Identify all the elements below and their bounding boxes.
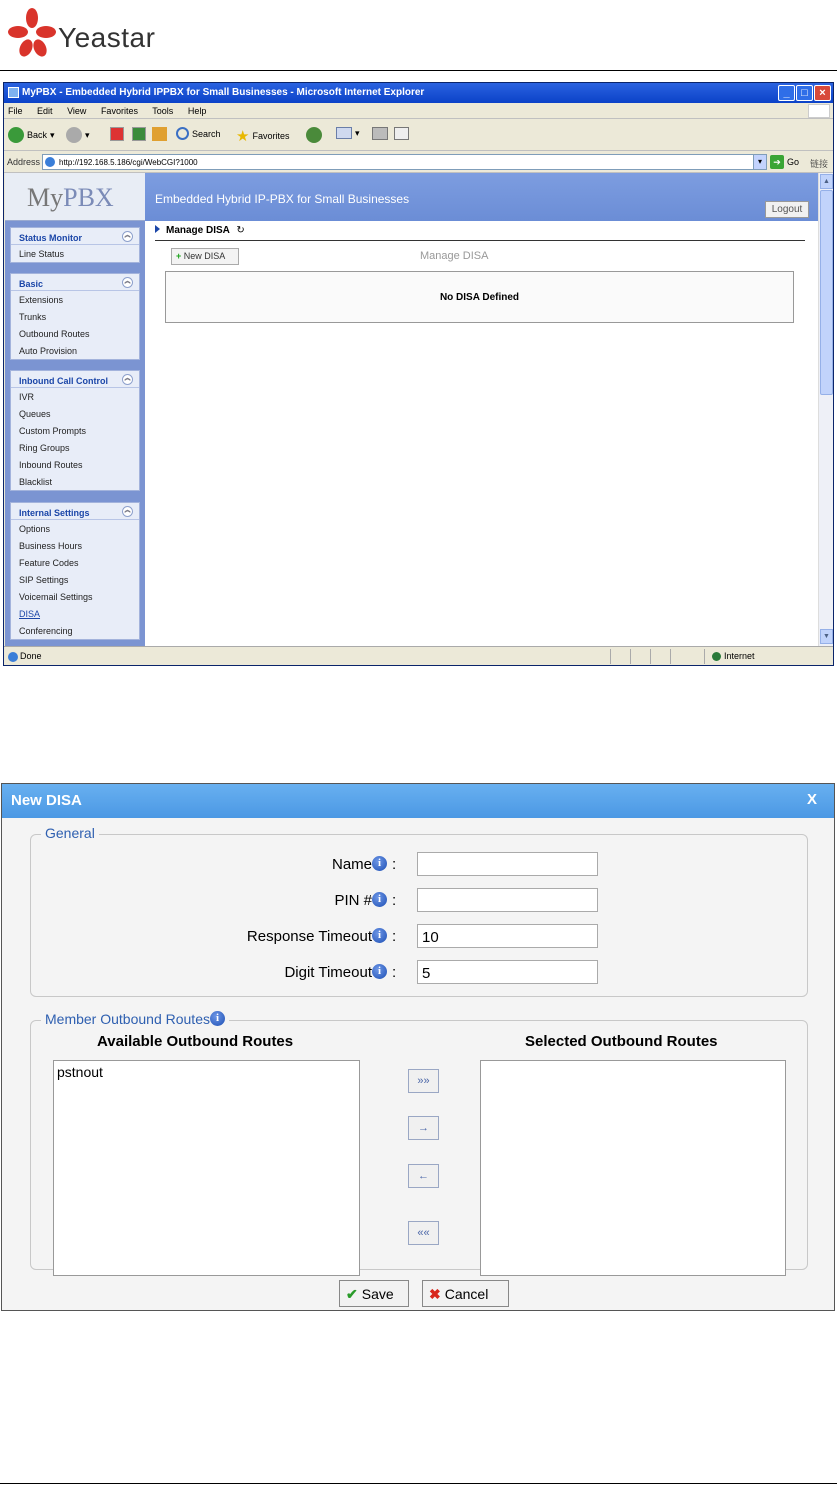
scroll-down-icon[interactable]: ▼ (820, 629, 833, 644)
ie-icon (8, 87, 19, 98)
selected-routes-heading: Selected Outbound Routes (525, 1033, 718, 1050)
pin-label: PIN # i (334, 892, 387, 909)
edit-page-icon (394, 127, 409, 140)
selected-routes-list[interactable] (480, 1060, 786, 1276)
menu-view[interactable]: View (67, 106, 87, 116)
history-icon (306, 127, 322, 143)
status-divider (650, 649, 651, 664)
menu-bar (4, 103, 833, 119)
sidebar-item-outbound-routes[interactable]: Outbound Routes (19, 329, 90, 339)
sidebar-group-title[interactable]: Status Monitor ︽ (11, 228, 139, 245)
sidebar-group-title[interactable]: Inbound Call Control ︽ (11, 371, 139, 388)
status-divider (610, 649, 611, 664)
print-icon (372, 127, 388, 140)
info-icon[interactable]: i (372, 964, 387, 979)
refresh-icon (132, 127, 146, 141)
info-icon[interactable]: i (372, 928, 387, 943)
menu-help[interactable]: Help (187, 106, 207, 116)
new-disa-button[interactable]: + New DISA (171, 248, 239, 265)
info-icon[interactable]: i (372, 892, 387, 907)
globe-icon (712, 652, 721, 661)
sidebar-item-conferencing[interactable]: Conferencing (19, 626, 73, 636)
menu-favorites[interactable]: Favorites (100, 106, 138, 116)
sidebar-item-feature-codes[interactable]: Feature Codes (19, 558, 79, 568)
save-button[interactable]: ✔ Save (339, 1280, 409, 1307)
info-icon[interactable]: i (372, 856, 387, 871)
url-input[interactable]: http://192.168.5.186/cgi/WebCGI?1000 (42, 154, 754, 170)
breadcrumb-arrow-icon (155, 225, 160, 233)
menu-edit[interactable]: Edit (37, 106, 53, 116)
refresh-icon[interactable]: ↻ (236, 225, 245, 236)
name-label: Name i (332, 856, 387, 873)
collapse-icon[interactable]: ︽ (122, 506, 133, 517)
scroll-up-icon[interactable]: ▲ (820, 174, 833, 189)
pin-row: PIN # i : (31, 888, 807, 912)
minimize-button[interactable]: _ (778, 85, 795, 101)
go-button[interactable]: Go (787, 157, 800, 167)
back-arrow-icon (8, 127, 24, 143)
page-done-icon (8, 652, 18, 662)
go-arrow-icon[interactable]: ➔ (770, 155, 784, 169)
home-icon (152, 127, 167, 141)
sidebar-group-internal-settings (10, 502, 140, 640)
collapse-icon[interactable]: ︽ (122, 277, 133, 288)
menu-file[interactable]: File (8, 106, 23, 116)
sidebar-item-auto-provision[interactable]: Auto Provision (19, 346, 78, 356)
search-icon (176, 127, 189, 140)
sidebar-item-business-hours[interactable]: Business Hours (19, 541, 83, 551)
add-selected-button[interactable]: → (408, 1116, 439, 1140)
mail-button[interactable]: ▾ (336, 127, 360, 139)
sidebar-item-sip-settings[interactable]: SIP Settings (19, 575, 69, 585)
status-text: Done (20, 651, 42, 661)
cancel-x-icon: ✖ (429, 1286, 441, 1302)
status-divider (630, 649, 631, 664)
maximize-button[interactable]: □ (796, 85, 813, 101)
dialog-close-button[interactable]: X (807, 791, 818, 808)
status-divider (670, 649, 671, 664)
forward-arrow-icon (66, 127, 82, 143)
search-button[interactable]: Search (176, 127, 221, 140)
header-rule (0, 70, 837, 71)
manage-disa-title: Manage DISA (420, 250, 489, 262)
page-header (145, 173, 818, 221)
list-item[interactable]: pstnout (57, 1064, 103, 1080)
collapse-icon[interactable]: ︽ (122, 231, 133, 242)
name-row: Name i : (31, 852, 807, 876)
sidebar-item-ring-groups[interactable]: Ring Groups (19, 443, 70, 453)
windows-flag-icon (808, 104, 830, 118)
remove-all-button[interactable]: «« (408, 1221, 439, 1245)
breadcrumb: Manage DISA ↻ (155, 225, 805, 241)
window-title: MyPBX - Embedded Hybrid IPPBX for Small Businesses - Microsoft Internet Explorer (4, 83, 833, 103)
plus-icon: + (176, 251, 182, 261)
response-timeout-row: Response Timeout i : 10 (31, 924, 807, 948)
sidebar-group-status-monitor (10, 227, 140, 263)
available-routes-list[interactable] (53, 1060, 360, 1276)
scroll-thumb[interactable] (820, 190, 833, 395)
status-divider (704, 649, 705, 664)
digit-timeout-row: Digit Timeout i : 5 (31, 960, 807, 984)
sidebar-item-voicemail-settings[interactable]: Voicemail Settings (19, 592, 93, 602)
footer-rule (0, 1483, 837, 1484)
stop-button[interactable] (110, 127, 124, 141)
zone-label: Internet (724, 651, 755, 661)
toolbar (4, 119, 833, 151)
member-routes-fieldset (30, 1011, 808, 1270)
close-window-button[interactable]: × (814, 85, 831, 101)
available-routes-heading: Available Outbound Routes (97, 1033, 294, 1050)
dialog-header (2, 784, 834, 818)
sidebar (5, 221, 145, 646)
pin-input[interactable] (417, 888, 598, 912)
page-icon (45, 157, 55, 167)
logo-text: Yeastar (58, 22, 156, 53)
brand-area (5, 173, 145, 221)
info-icon[interactable]: i (210, 1011, 225, 1026)
sidebar-item-queues[interactable]: Queues (19, 409, 51, 419)
cancel-button[interactable]: ✖ Cancel (422, 1280, 509, 1307)
logout-button[interactable]: Logout (765, 201, 809, 218)
print-button[interactable] (372, 127, 388, 140)
sidebar-group-title[interactable]: Basic ︽ (11, 274, 139, 291)
mail-icon (336, 127, 352, 139)
member-routes-legend: Member Outbound Routes i (41, 1011, 229, 1027)
header-title: Embedded Hybrid IP-PBX for Small Businesses (155, 192, 410, 206)
sidebar-item-inbound-routes[interactable]: Inbound Routes (19, 460, 83, 470)
forward-button[interactable]: ▾ (66, 127, 90, 143)
favorites-star-icon: ★ (236, 128, 250, 145)
digit-timeout-label: Digit Timeout i (284, 964, 387, 981)
menu-tools[interactable]: Tools (152, 106, 174, 116)
mypbx-logo: MyPBX (27, 183, 114, 212)
response-timeout-input[interactable] (417, 924, 598, 948)
address-bar (4, 151, 833, 173)
new-disa-dialog (1, 783, 835, 1311)
favorites-button[interactable]: ★ Favorites (236, 128, 290, 145)
vertical-scrollbar[interactable] (818, 173, 833, 646)
add-all-button[interactable]: »» (408, 1069, 439, 1093)
collapse-icon[interactable]: ︽ (122, 374, 133, 385)
empty-state-message: No DISA Defined (165, 271, 794, 323)
sidebar-group-basic (10, 273, 140, 360)
yeastar-flower-icon (6, 4, 58, 64)
dialog-body (2, 818, 834, 1310)
sidebar-item-trunks[interactable]: Trunks (19, 312, 47, 322)
checkmark-icon: ✔ (346, 1286, 358, 1302)
home-button[interactable] (152, 127, 167, 141)
sidebar-item-extensions[interactable]: Extensions (19, 295, 64, 305)
sidebar-item-blacklist[interactable]: Blacklist (19, 477, 53, 487)
address-label: Address (7, 157, 41, 167)
remove-selected-button[interactable]: ← (408, 1164, 439, 1188)
browser-window (3, 82, 834, 666)
status-bar (4, 646, 833, 665)
back-button[interactable]: Back ▾ (8, 127, 55, 143)
sidebar-item-custom-prompts[interactable]: Custom Prompts (19, 426, 87, 436)
stop-icon (110, 127, 124, 141)
address-dropdown-button[interactable]: ▾ (753, 154, 767, 170)
sidebar-item-disa[interactable]: DISA (19, 609, 41, 619)
sidebar-group-inbound-call-control (10, 370, 140, 491)
page-viewport (5, 173, 818, 646)
name-input[interactable] (417, 852, 598, 876)
digit-timeout-input[interactable] (417, 960, 598, 984)
general-fieldset (30, 825, 808, 997)
response-timeout-label: Response Timeout i (247, 928, 387, 945)
sidebar-group-title[interactable]: Internal Settings ︽ (11, 503, 139, 520)
sidebar-item-options[interactable]: Options (19, 524, 51, 534)
sidebar-item-line-status[interactable]: Line Status (19, 249, 65, 259)
general-legend: General (41, 825, 99, 841)
edit-button[interactable] (394, 127, 409, 140)
sidebar-item-ivr[interactable]: IVR (19, 392, 35, 402)
refresh-button[interactable] (132, 127, 146, 141)
links-label[interactable]: 链接 (810, 159, 829, 169)
dialog-title: New DISA (11, 792, 82, 809)
history-button[interactable] (306, 127, 322, 143)
